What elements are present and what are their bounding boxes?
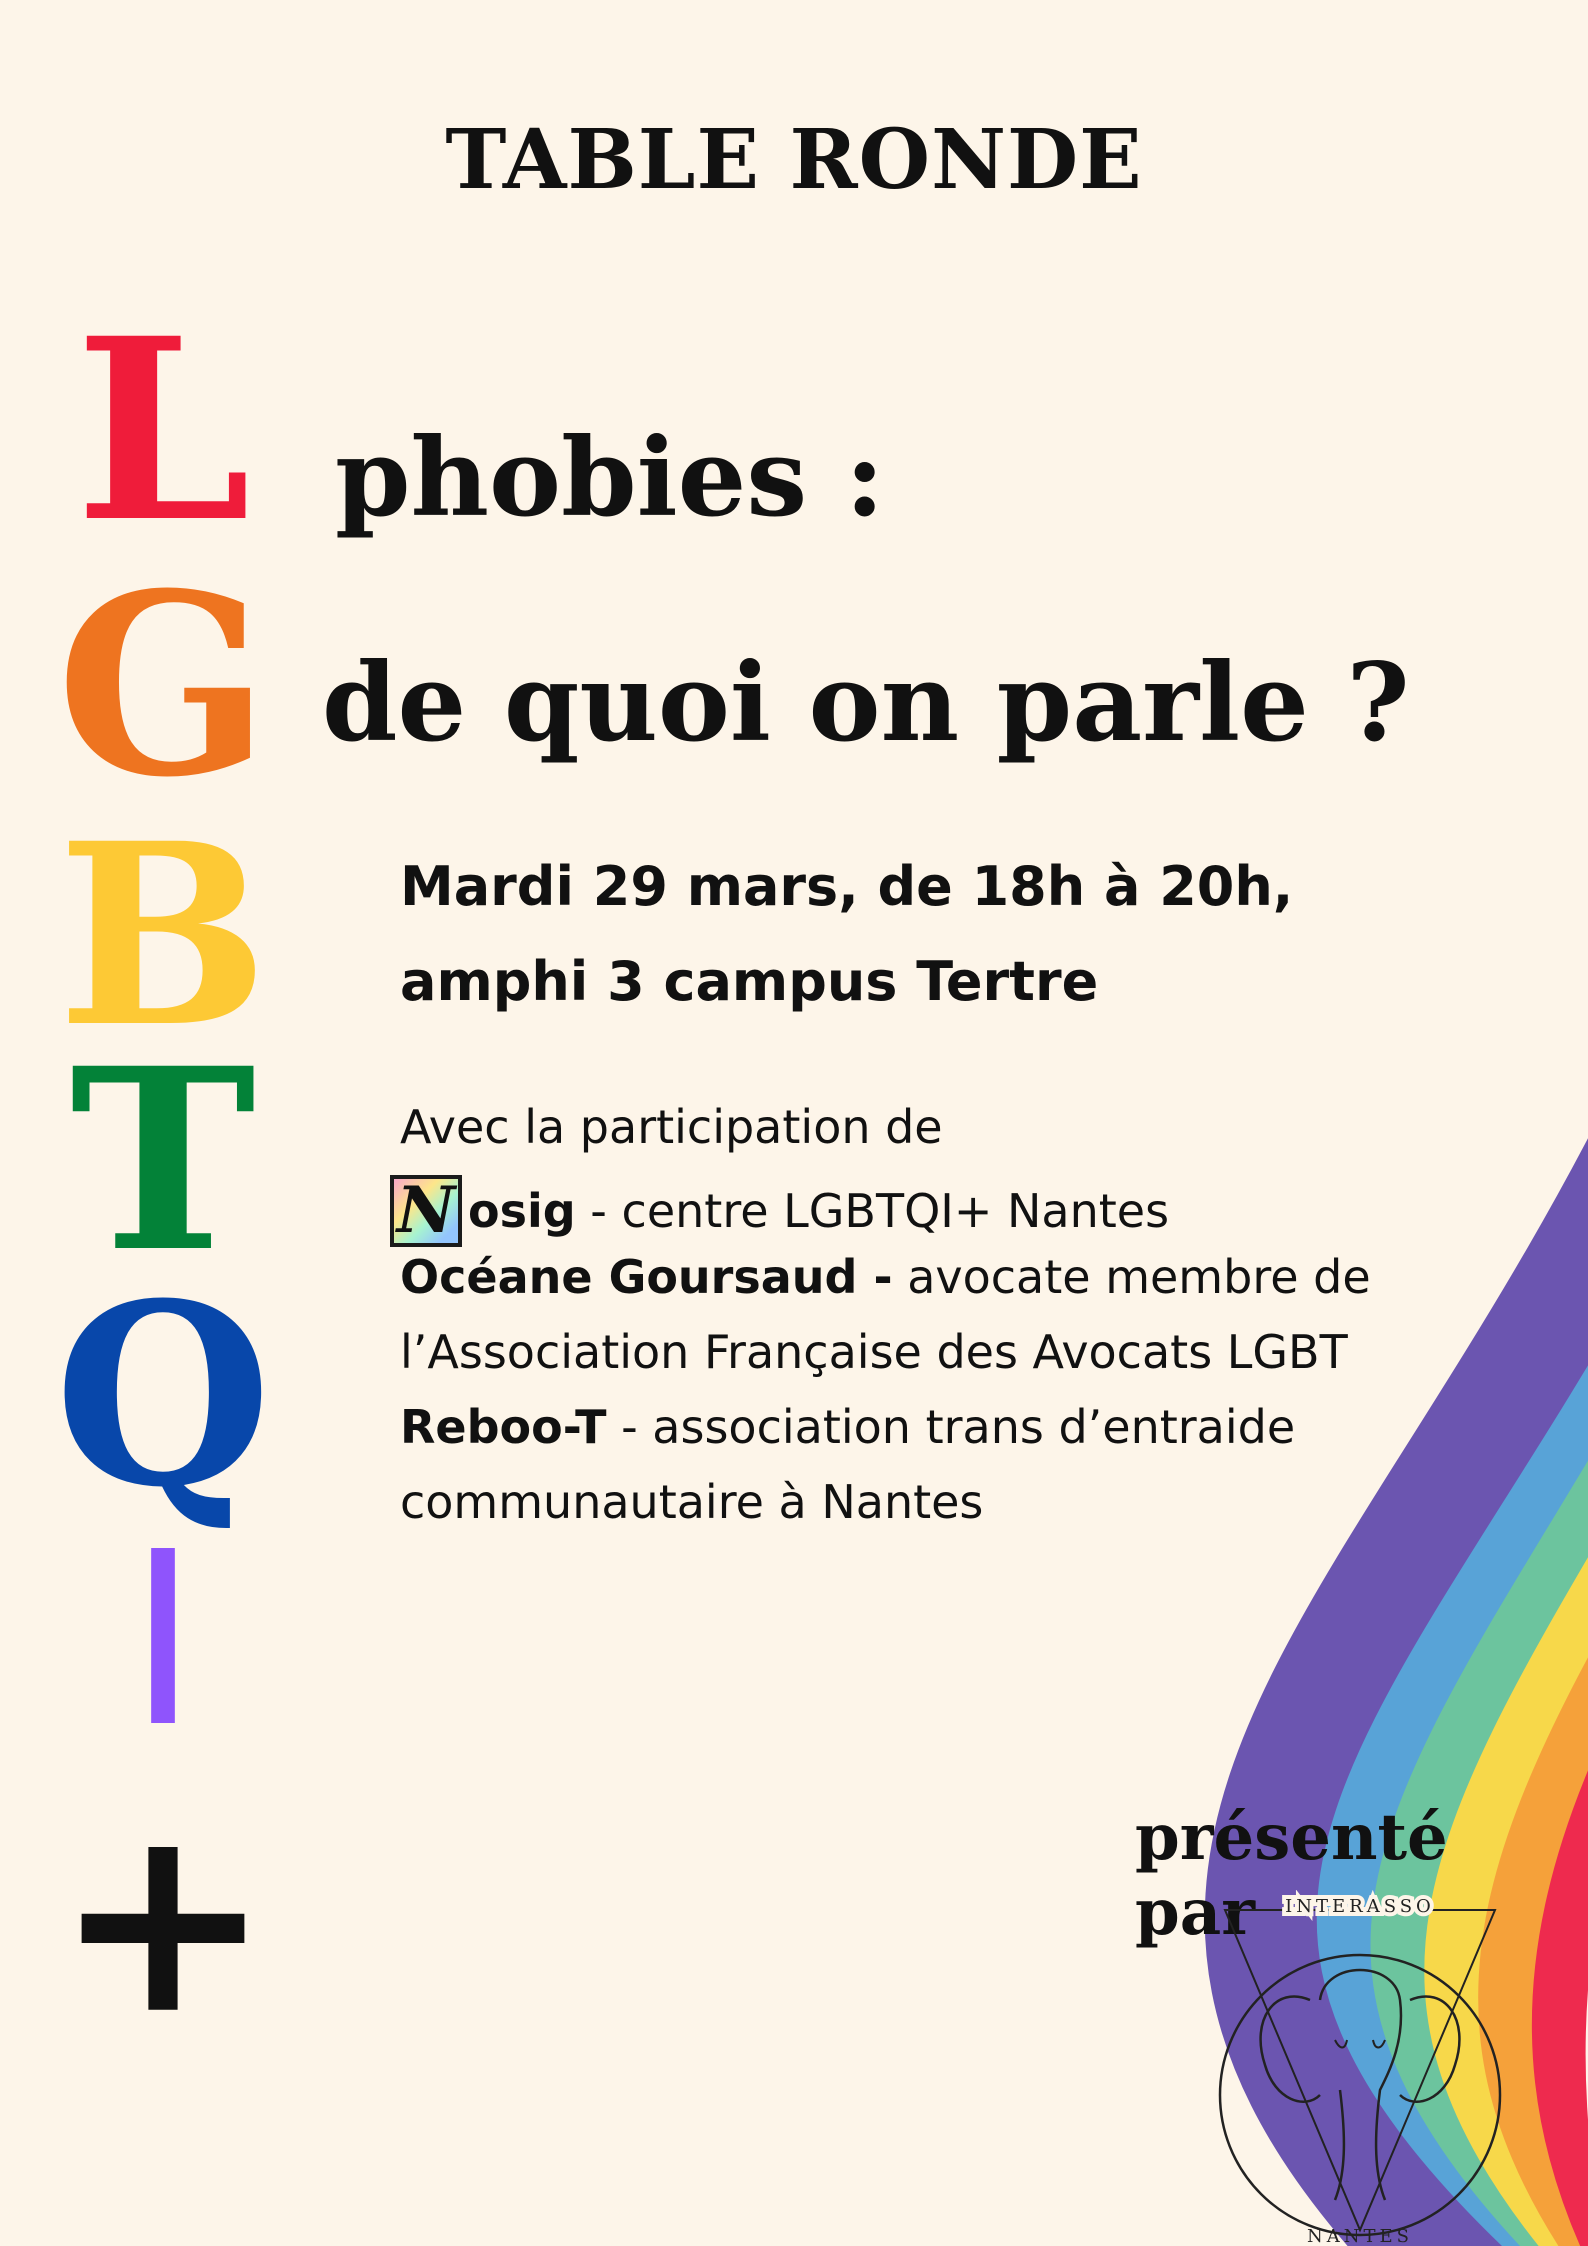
heading-line-2: de quoi on parle ? [322, 640, 1410, 766]
logo-bottom-text: NANTES [1307, 2226, 1413, 2246]
participant-reboot [400, 1400, 1295, 1454]
reboot-description: - association trans d’entraide [606, 1400, 1296, 1454]
oceane-description-line-2: l’Association Française des Avocats LGBT [400, 1325, 1348, 1379]
letter-plus: + [54, 1767, 272, 2072]
letter-b: B [57, 788, 269, 1082]
letter-g: G [56, 538, 270, 832]
letter-l: L [75, 283, 251, 577]
table-ronde-kicker: TABLE RONDE [445, 112, 1143, 208]
oceane-name: Océane Goursaud - [400, 1250, 893, 1304]
participant-oceane [400, 1250, 1371, 1304]
oceane-description: avocate membre de [892, 1250, 1371, 1304]
reboot-description-line-2: communautaire à Nantes [400, 1475, 984, 1529]
participant-nosig [390, 1175, 1169, 1247]
heading-line-1: phobies : [335, 415, 885, 541]
letter-q: Q [54, 1248, 272, 1542]
letter-t: T [69, 1013, 257, 1307]
participants-intro: Avec la participation de [400, 1100, 943, 1154]
logo-top-text: INTERASSO [1285, 1896, 1435, 1917]
interasso-elephant-logo [1195, 1890, 1525, 2246]
letter-i: I [127, 1500, 199, 1780]
reboot-name: Reboo-T [400, 1400, 607, 1454]
event-place: amphi 3 campus Tertre [400, 950, 1099, 1013]
nosig-logo: N [390, 1175, 462, 1247]
event-date: Mardi 29 mars, de 18h à 20h, [400, 855, 1294, 918]
nosig-name: osig [468, 1184, 576, 1238]
nosig-description: - centre LGBTQI+ Nantes [575, 1184, 1170, 1238]
presented-by-label: présenté par [1135, 1800, 1448, 1950]
